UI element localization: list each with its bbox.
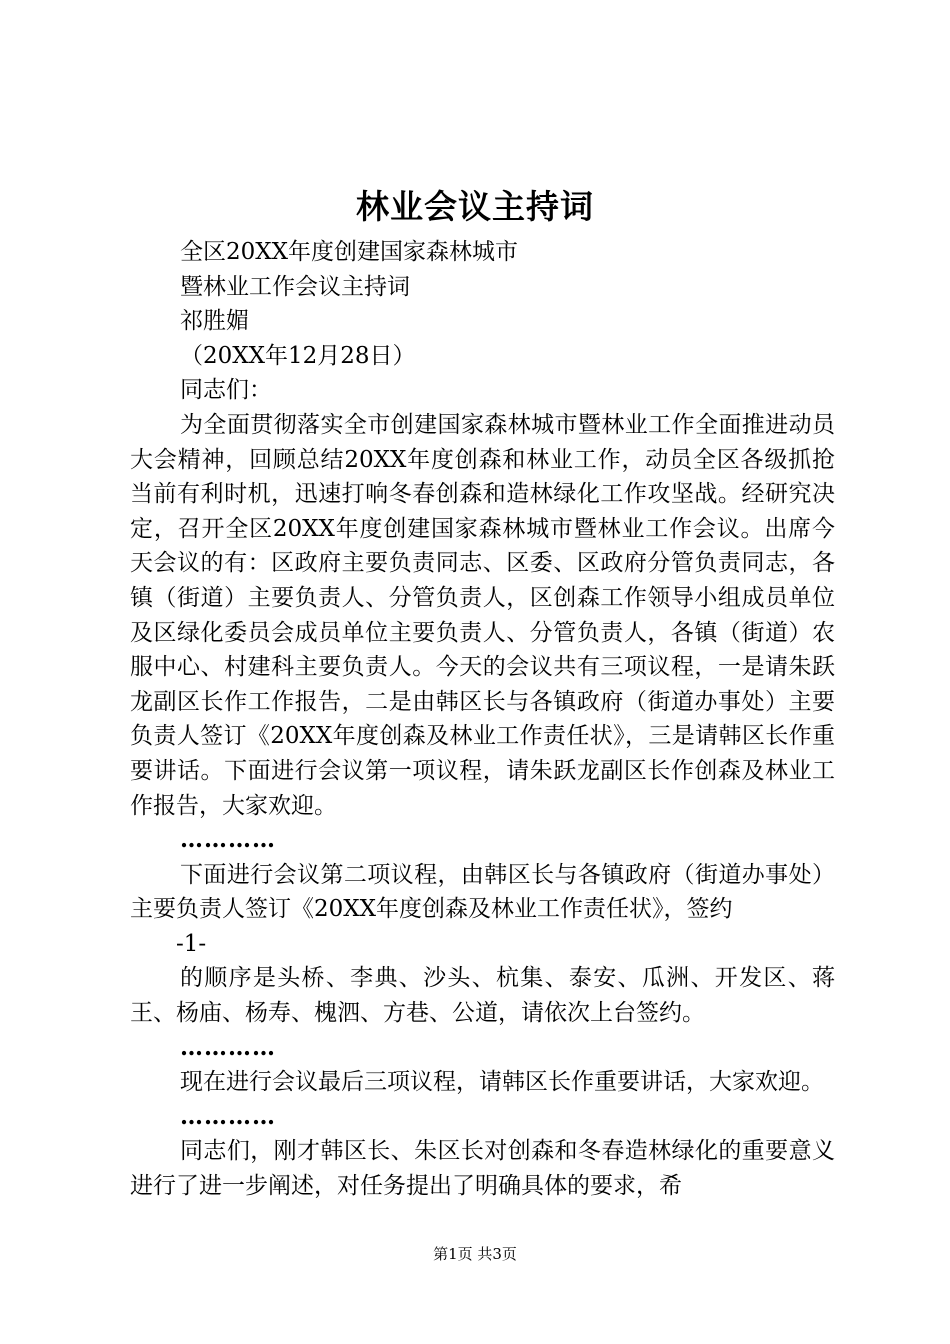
header-line-author: 祁胜媚 xyxy=(180,308,249,335)
paragraph-third-agenda: 现在进行会议最后三项议程，请韩区长作重要讲话，大家欢迎。 xyxy=(180,1069,824,1096)
header-line-subtitle: 暨林业工作会议主持词 xyxy=(180,273,410,300)
paragraph-closing: 同志们，刚才韩区长、朱区长对创森和冬春造林绿化的重要意义进行了进一步阐述，对任务提出了明确具体的要求，希 xyxy=(130,1138,835,1200)
header-line-salutation: 同志们： xyxy=(180,377,272,404)
paragraph-second-agenda: 下面进行会议第二项议程，由韩区长与各镇政府（街道办事处）主要负责人签订《20XX年度创森及林业工作责任状》，签约 xyxy=(130,861,835,923)
header-line-date: （20XX年12月28日） xyxy=(180,342,416,369)
page-footer: 第1页 共3页 xyxy=(433,1245,517,1263)
ellipsis-separator: ………… xyxy=(180,826,276,854)
paragraph-signing-order: 的顺序是头桥、李典、沙头、杭集、泰安、瓜洲、开发区、蒋王、杨庙、杨寿、槐泗、方巷、公道，请依次上台签约。 xyxy=(130,965,835,1027)
document-title: 林业会议主持词 xyxy=(356,187,594,226)
ellipsis-separator: ………… xyxy=(180,1102,276,1130)
document-body xyxy=(130,235,835,1204)
paragraph-opening: 为全面贯彻落实全市创建国家森林城市暨林业工作全面推进动员大会精神，回顾总结20XX年度创森和林业工作，动员全区各级抓抢当前有利时机，迅速打响冬春创森和造林绿化工作攻坚战。经研究决定，召开全区20XX年度创建国家森林城市暨林业工作会议。出席今天会议的有：区政府主要负责同志、区委、区政府分管负责同志，各镇（街道）主要负责人、分管负责人，区创森工作领导小组成员单位及区绿化委员会成员单位主要负责人、分管负责人，各镇（街道）农服中心、村建科主要负责人。今天的会议共有三项议程，一是请朱跃龙副区长作工作报告，二是由韩区长与各镇政府（街道办事处）主要负责人签订《20XX年度创森及林业工作责任状》，三是请韩区长作重要讲话。下面进行会议第一项议程，请朱跃龙副区长作创森及林业工作报告，大家欢迎。 xyxy=(130,411,835,819)
page-marker: -1- xyxy=(176,930,207,957)
header-line-event: 全区20XX年度创建国家森林城市 xyxy=(180,239,519,265)
ellipsis-separator: ………… xyxy=(180,1033,276,1061)
